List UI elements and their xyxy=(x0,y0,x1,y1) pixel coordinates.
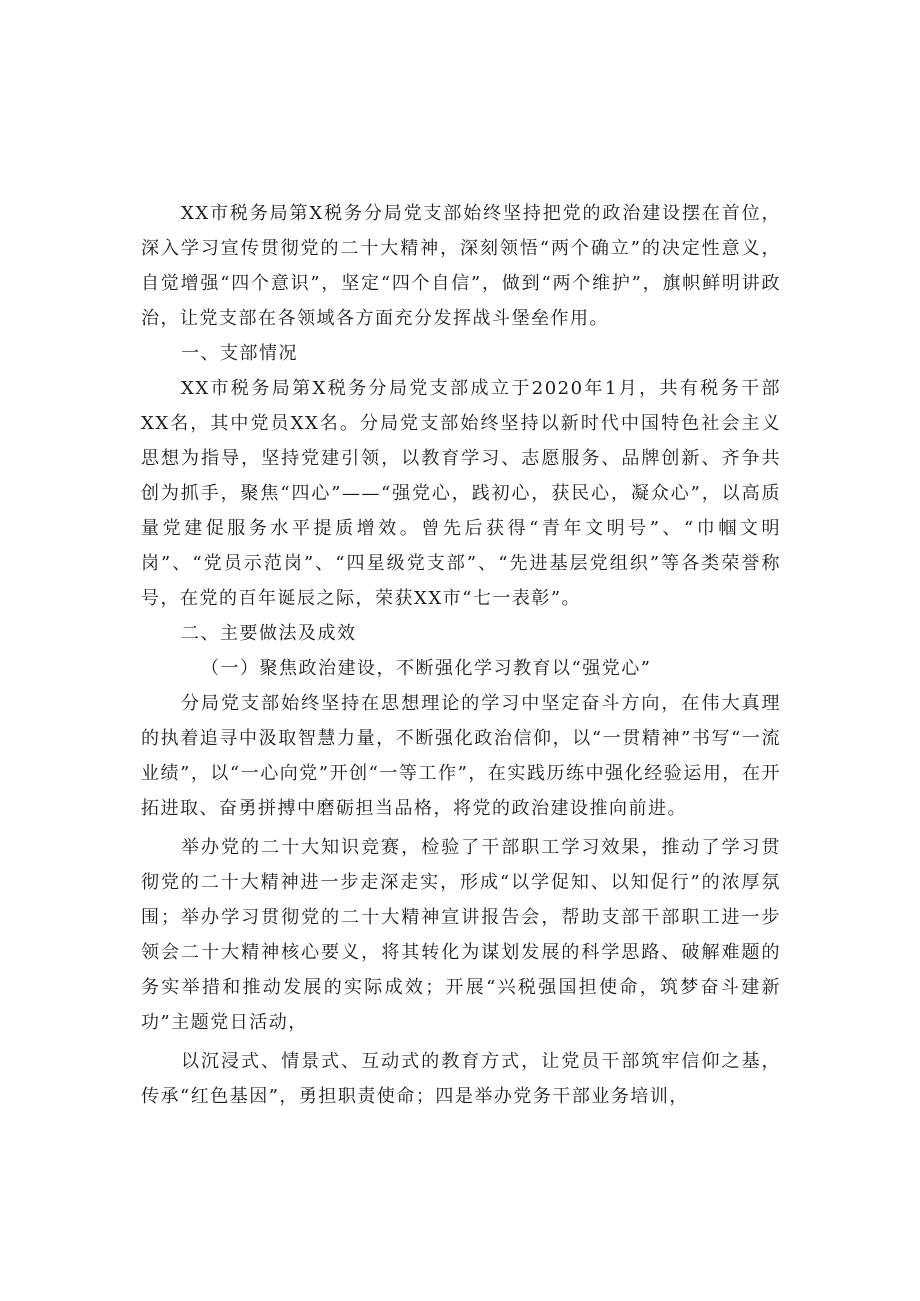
education-paragraph: 以沉浸式、情景式、互动式的教育方式，让党员干部筑牢信仰之基，传承“红色基因”，勇担职责使命；四是举办党务干部业务培训， xyxy=(141,1051,781,1107)
document-body xyxy=(141,196,781,1114)
subsection-heading-political-building: （一）聚焦政治建设，不断强化学习教育以“强党心” xyxy=(201,658,652,679)
political-building-paragraph: 分局党支部始终坚持在思想理论的学习中坚定奋斗方向，在伟大真理的执着追寻中汲取智慧力量，不断强化政治信仰，以“一贯精神”书写“一流业绩”，以“一心向党”开创“一等工作”，在实践历练中强化经验运用，在开拓进取、奋勇拼搏中磨砺担当品格，将党的政治建设推向前进。 xyxy=(141,693,781,819)
intro-paragraph: XX市税务局第X税务分局党支部始终坚持把党的政治建设摆在首位，深入学习宣传贯彻党的二十大精神，深刻领悟“两个确立”的决定性意义，自觉增强“四个意识”，坚定“四个自信”，做到“两个维护”，旗帜鲜明讲政治，让党支部在各领域各方面充分发挥战斗堡垒作用。 xyxy=(141,203,781,329)
section-heading-branch-overview: 一、支部情况 xyxy=(181,343,298,364)
section-heading-main-practices: 二、主要做法及成效 xyxy=(181,623,357,644)
branch-overview-paragraph: XX市税务局第X税务分局党支部成立于2020年1月，共有税务干部XX名，其中党员XX名。分局党支部始终坚持以新时代中国特色社会主义思想为指导，坚持党建引领，以教育学习、志愿服务、品牌创新、齐争共创为抓手，聚焦“四心”——“强党心，践初心，获民心，凝众心”，以高质量党建促服务水平提质增效。曾先后获得“青年文明号”、“巾帼文明岗”、“党员示范岗”、“四星级党支部”、“先进基层党组织”等各类荣誉称号，在党的百年诞辰之际，荣获XX市“七一表彰”。 xyxy=(141,378,781,609)
activities-paragraph: 举办党的二十大知识竞赛，检验了干部职工学习效果，推动了学习贯彻党的二十大精神进一步走深走实，形成“以学促知、以知促行”的浓厚氛围；举办学习贯彻党的二十大精神宣讲报告会，帮助支部干部职工进一步领会二十大精神核心要义，将其转化为谋划发展的科学思路、破解难题的务实举措和推动发展的实际成效；开展“兴税强国担使命，筑梦奋斗建新功”主题党日活动， xyxy=(141,837,781,1033)
